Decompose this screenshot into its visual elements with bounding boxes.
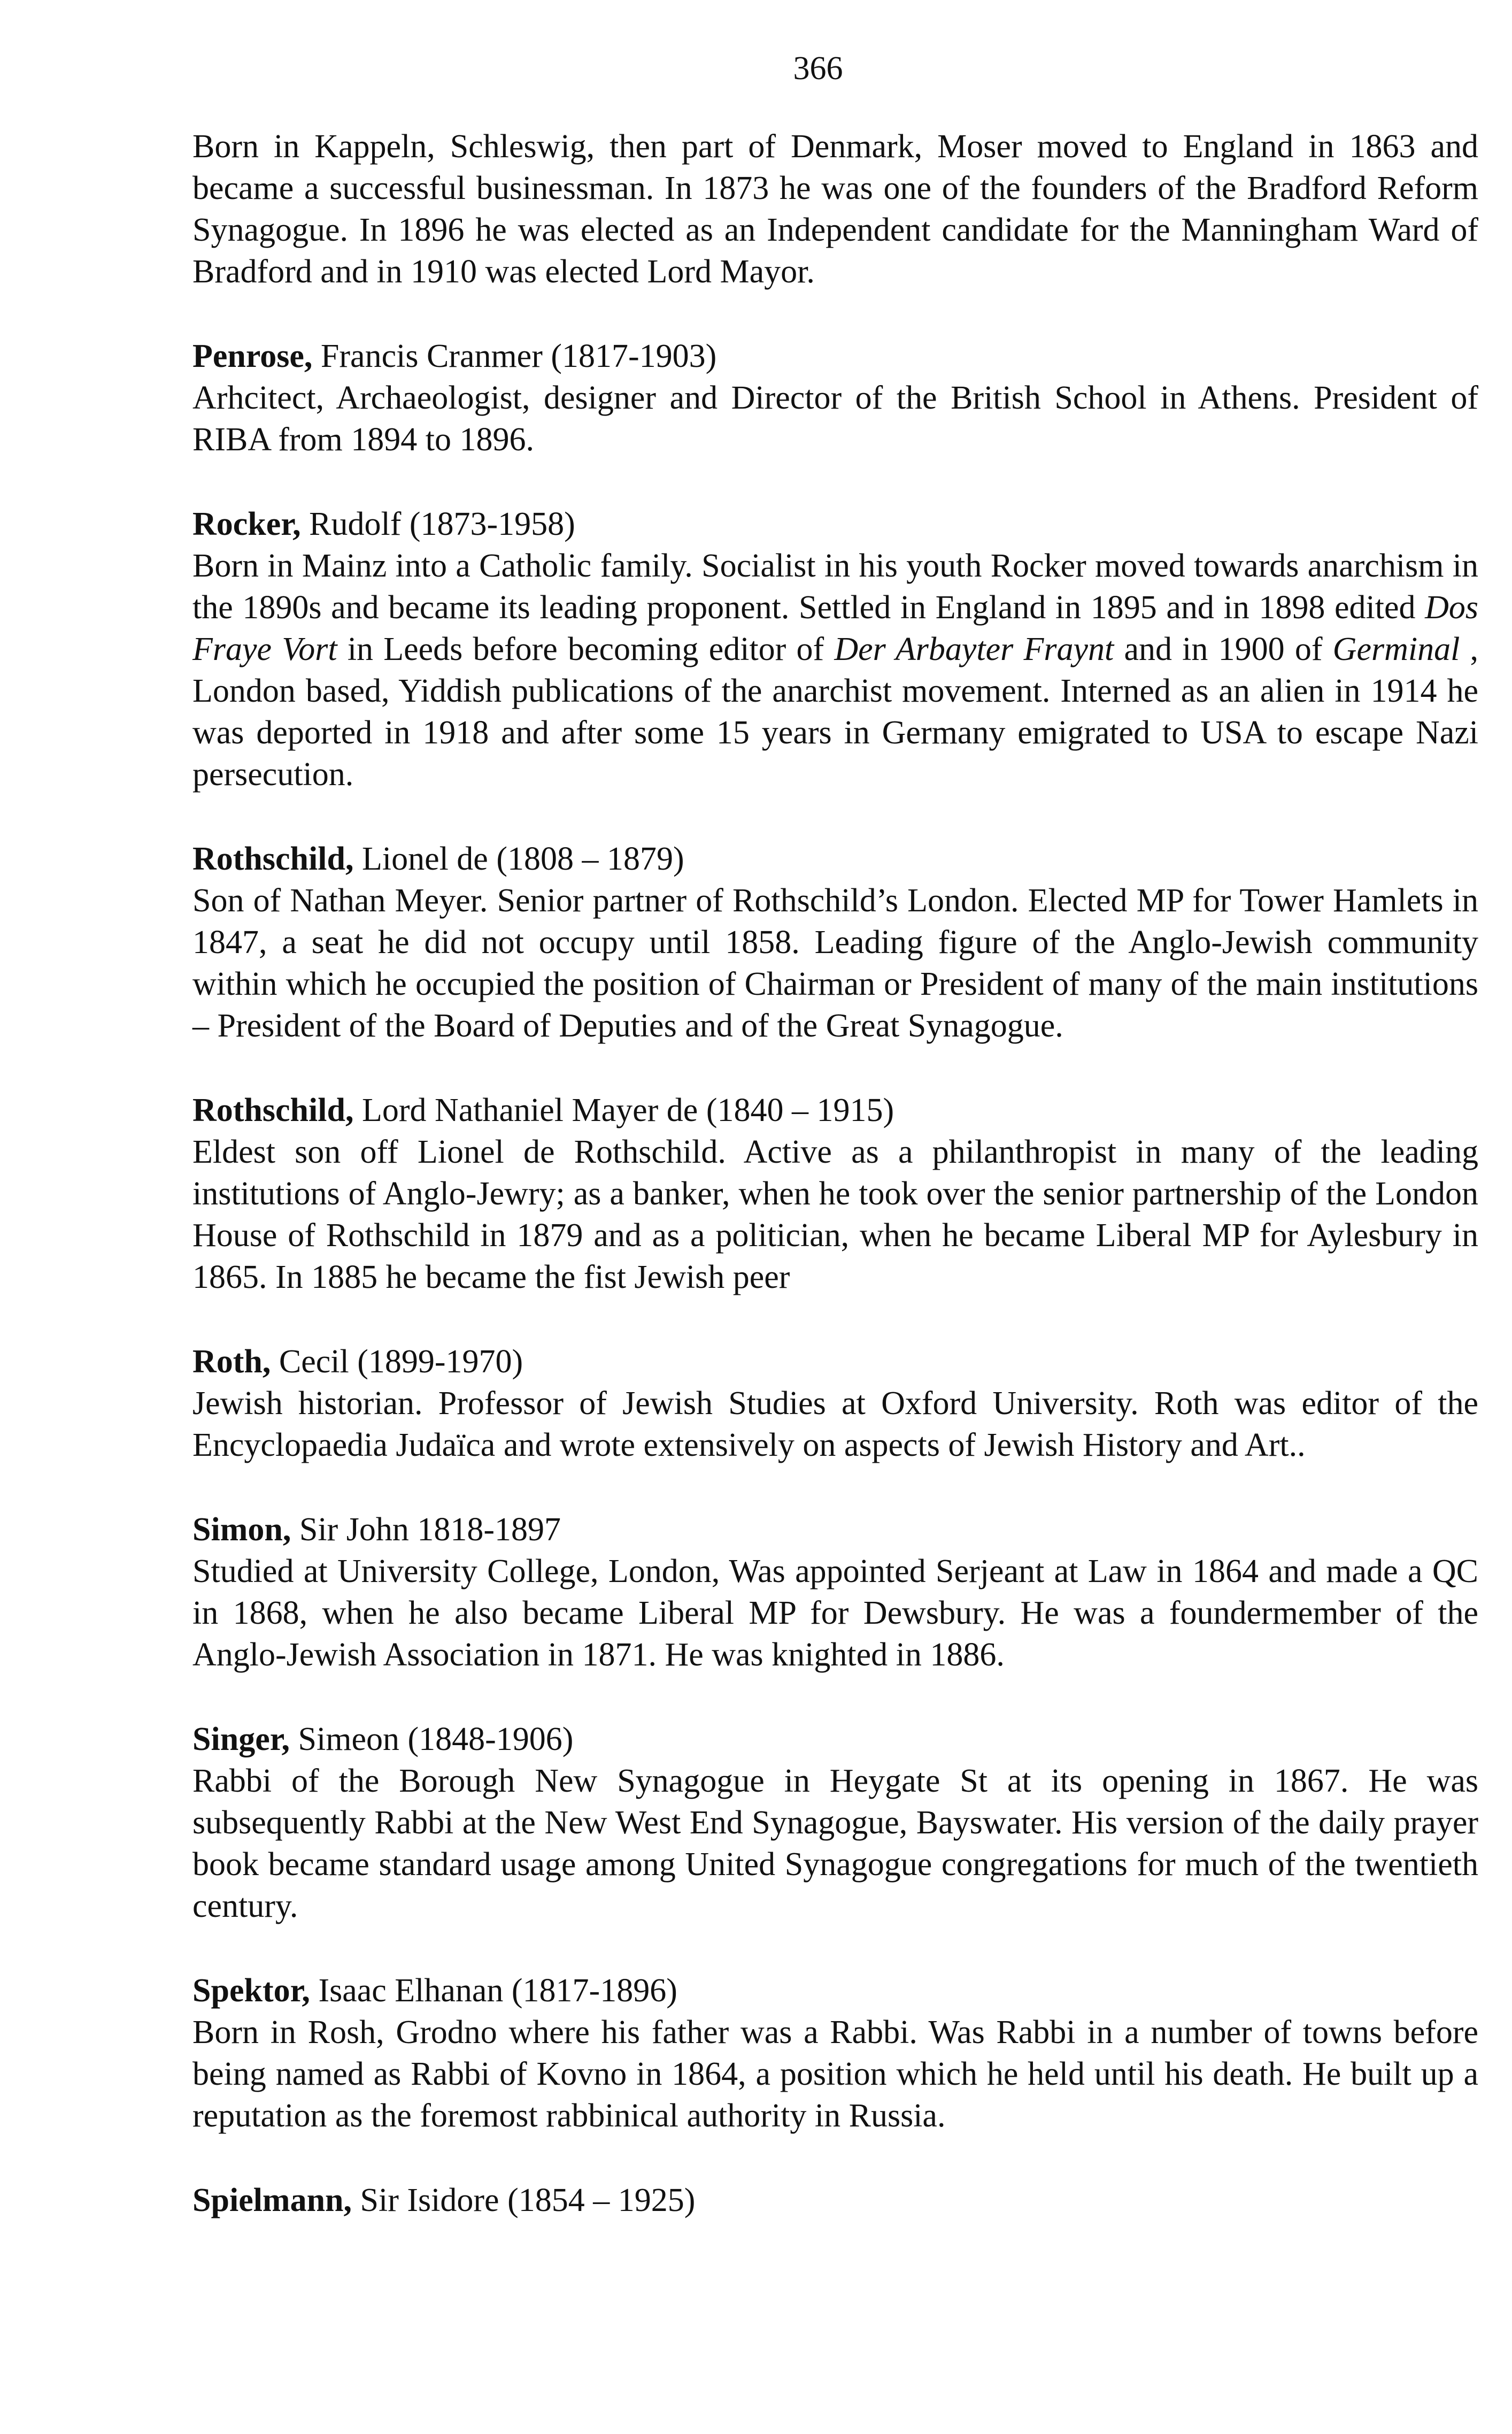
entry-surname: Simon, bbox=[192, 1511, 291, 1548]
entry-simon bbox=[192, 1509, 1478, 1676]
entry-heading bbox=[192, 1509, 1478, 1550]
entry-spielmann bbox=[192, 2179, 1478, 2221]
entry-body: Arhcitect, Archaeologist, designer and Director of the British School in Athens. President of RIBA from 1894 to 1896. bbox=[192, 380, 1478, 458]
entry-roth bbox=[192, 1341, 1478, 1466]
publication-title: Der Arbayter Fraynt bbox=[834, 631, 1114, 667]
page-number: 366 bbox=[793, 50, 843, 87]
entry-heading bbox=[192, 335, 1478, 377]
entry-body: Rabbi of the Borough New Synagogue in Heygate St at its opening in 1867. He was subsequently Rabbi at the New West End Synagogue, Bayswater. His version of the daily prayer book became standard usage among United Synagogue congregations for much of the twentieth century. bbox=[192, 1763, 1478, 1924]
publication-title: Germinal bbox=[1332, 631, 1460, 667]
entry-body: Jewish historian. Professor of Jewish Studies at Oxford University. Roth was editor of the Encyclopaedia Judaïca and wrote extensively on aspects of Jewish History and Art.. bbox=[192, 1385, 1478, 1463]
entry-body bbox=[192, 545, 1478, 795]
entry-body: Son of Nathan Meyer. Senior partner of Rothschild’s London. Elected MP for Tower Hamlets in 1847, a seat he did not occupy until 1858. Leading figure of the Anglo-Jewish community within which he occupied the position of Chairman or President of many of the main institutions – President of the Board of Deputies and of the Great Synagogue. bbox=[192, 882, 1478, 1044]
entry-heading bbox=[192, 1970, 1478, 2011]
entry-rothschild-lionel bbox=[192, 838, 1478, 1047]
entry-rocker bbox=[192, 503, 1478, 795]
entry-rothschild-nathaniel bbox=[192, 1089, 1478, 1298]
entry-name-dates: Isaac Elhanan (1817-1896) bbox=[310, 1972, 677, 2009]
entry-spektor bbox=[192, 1970, 1478, 2137]
entry-heading bbox=[192, 2179, 1478, 2221]
entry-heading bbox=[192, 838, 1478, 880]
entry-name-dates: Francis Cranmer (1817-1903) bbox=[312, 338, 717, 374]
entry-heading bbox=[192, 1341, 1478, 1383]
entry-name-dates: Lionel de (1808 – 1879) bbox=[353, 841, 684, 877]
entry-name-dates: Sir John 1818-1897 bbox=[291, 1511, 561, 1548]
entry-singer bbox=[192, 1718, 1478, 1927]
entry-heading bbox=[192, 503, 1478, 545]
entry-surname: Roth, bbox=[192, 1343, 271, 1380]
entry-body: Eldest son off Lionel de Rothschild. Active as a philanthropist in many of the leading institutions of Anglo-Jewry; as a banker, when he took over the senior partnership of the London House of Rothschild in 1879 and as a politician, when he became Liberal MP for Aylesbury in 1865. In 1885 he became the fist Jewish peer bbox=[192, 1134, 1478, 1295]
entry-name-dates: Simeon (1848-1906) bbox=[290, 1721, 574, 1757]
entry-heading bbox=[192, 1718, 1478, 1760]
body-text: in Leeds before becoming editor of bbox=[337, 631, 835, 667]
entry-surname: Penrose, bbox=[192, 338, 313, 374]
entry-heading bbox=[192, 1089, 1478, 1131]
entry-name-dates: Cecil (1899-1970) bbox=[271, 1343, 523, 1380]
intro-paragraph: Born in Kappeln, Schleswig, then part of Denmark, Moser moved to England in 1863 and became a successful businessman. In 1873 he was one of the founders of the Bradford Reform Synagogue. In 1896 he was elected as an Independent candidate for the Manningham Ward of Bradford and in 1910 was elected Lord Mayor. bbox=[192, 128, 1478, 290]
entry-surname: Rothschild, bbox=[192, 841, 354, 877]
publication-title: Dos Fraye Vort bbox=[192, 589, 1478, 667]
entry-surname: Rocker, bbox=[192, 506, 301, 542]
entry-body: Studied at University College, London, Was appointed Serjeant at Law in 1864 and made a QC in 1868, when he also became Liberal MP for Dewsbury. He was a foundermember of the Anglo-Jewish Association in 1871. He was knighted in 1886. bbox=[192, 1553, 1478, 1673]
entry-name-dates: Lord Nathaniel Mayer de (1840 – 1915) bbox=[353, 1092, 894, 1128]
entry-surname: Singer, bbox=[192, 1721, 290, 1757]
entry-surname: Spektor, bbox=[192, 1972, 310, 2009]
entry-surname: Rothschild, bbox=[192, 1092, 354, 1128]
entry-penrose bbox=[192, 335, 1478, 460]
page-content bbox=[192, 126, 1478, 2221]
entry-body: Born in Rosh, Grodno where his father was a Rabbi. Was Rabbi in a number of towns before being named as Rabbi of Kovno in 1864, a position which he held until his death. He built up a reputation as the foremost rabbinical authority in Russia. bbox=[192, 2014, 1478, 2134]
entry-name-dates: Rudolf (1873-1958) bbox=[300, 506, 575, 542]
body-text: and in 1900 of bbox=[1114, 631, 1333, 667]
body-text: , London based, Yiddish publications of the anarchist movement. Interned as an alien in 1914 he was deported in 1918 and after some 15 years in Germany emigrated to USA to escape Nazi persecution. bbox=[192, 631, 1479, 793]
body-text: Born in Mainz into a Catholic family. Socialist in his youth Rocker moved towards anarchism in the 1890s and became its leading proponent. Settled in England in 1895 and in 1898 edited bbox=[192, 548, 1478, 626]
entry-name-dates: Sir Isidore (1854 – 1925) bbox=[352, 2182, 696, 2218]
entry-surname: Spielmann, bbox=[192, 2182, 352, 2218]
